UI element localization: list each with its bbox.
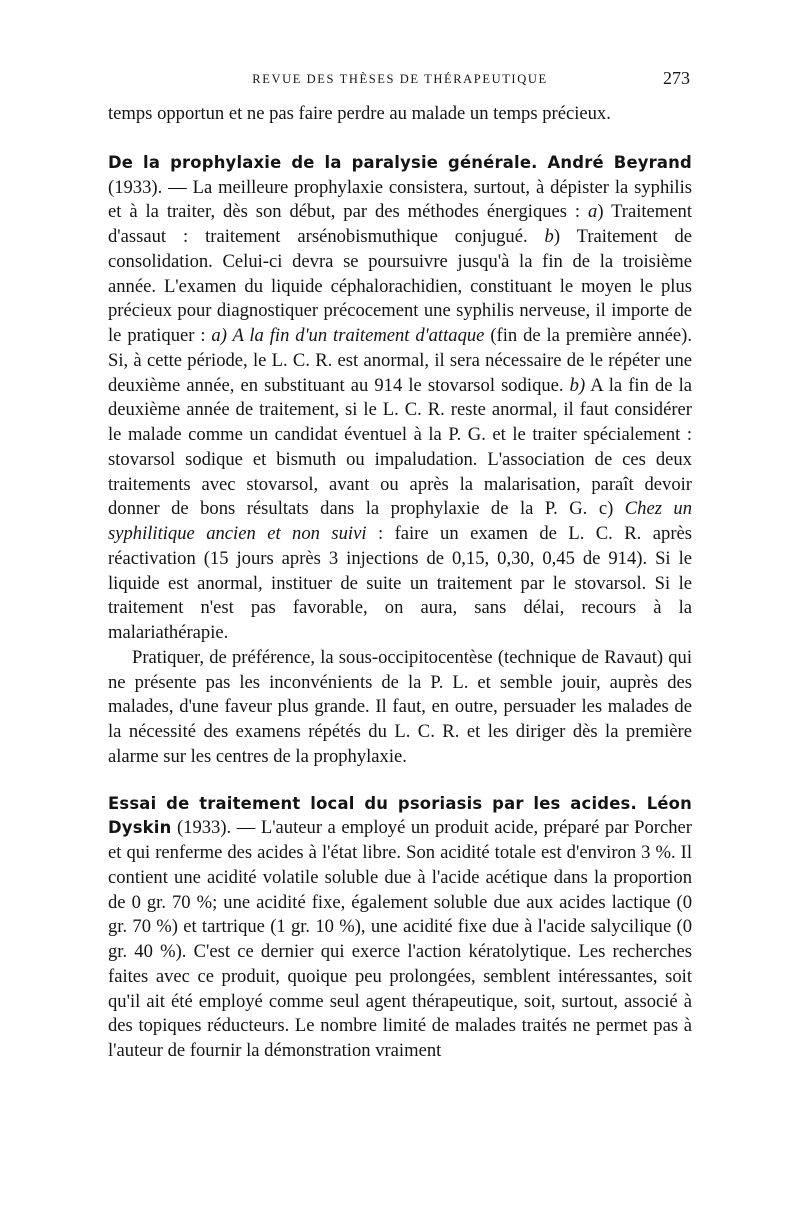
page-number: 273 [663, 68, 690, 88]
body-text: (fin de la première année). Si, à cette période, le L. C. R. est anormal, il sera nécessaire de le répéter une deuxième année, en substituant au 914 le stovarsol sodique. [108, 325, 692, 396]
document-page [108, 68, 692, 1064]
list-label: b [544, 226, 554, 247]
body-text: La meilleure prophylaxie consistera, surtout, à dépister la syphilis et à la traiter, dès son début, par des méthodes énergiques : [108, 176, 692, 223]
italic-phrase: Chez un syphilitique ancien et non suivi [108, 498, 692, 544]
page-header [108, 68, 692, 102]
list-label: a [588, 201, 598, 223]
running-title: REVUE DES THÈSES DE THÉRAPEUTIQUE [252, 72, 548, 86]
body-text: L'auteur a employé un produit acide, préparé par Porcher et qui renferme des acides à l'état libre. Son acidité totale est d'environ 3 %. Il contient une acidité volatile soluble due à l'acide acétique dans la proportion de 0 gr. 70 %; une acidité fixe, également soluble due aux acides lactique (0 gr. 70 %) et tartrique (1 gr. 10 %), une acidité fixe due à l'acide salycilique (0 gr. 40 %). C'est ce dernier qui exerce l'action kératolytique. Les recherches faites avec ce produit, quoique peu prolongées, semblent intéressantes, soit qu'il ait été employé comme seul agent thérapeutique, soit, surtout, associé à des topiques réducteurs. Le nombre limité de malades traités ne permet pas à l'auteur de fournir la démonstration vraiment [108, 817, 692, 1061]
body-text: ) Traitement d'assaut : traitement arsénobismuthique conjugué. [108, 201, 692, 247]
body-text: : faire un examen de L. C. R. après réactivation (15 jours après 3 injections de 0,15, 0,30, 0,45 de 914). Si le liquide est anormal, instituer de suite un traitement par le stovarsol. Si le traitement n'est pas favorable, on aura, sans délai, recours à la malariathérapie. [108, 523, 692, 643]
list-label: c) [598, 498, 614, 520]
section-dyskin-paragraph [108, 792, 692, 1064]
section-heading-dyskin: Essai de traitement local du psoriasis par les acides. Léon Dyskin [108, 793, 692, 838]
italic-phrase: a) A la fin d'un traitement d'attaque [211, 325, 485, 346]
section-beyrand-paragraph-2: Pratiquer, de préférence, la sous-occipitocentèse (technique de Ravaut) qui ne présente pas les inconvénients de la P. L. et semble jouir, auprès des malades, d'une faveur plus grande. Il faut, en outre, persuader les malades de la nécessité des examens répétés du L. C. R. et les diriger dès la première alarme sur les centres de la prophylaxie. [108, 646, 692, 767]
section-heading-beyrand: De la prophylaxie de la paralysie générale. André Beyrand [108, 152, 692, 172]
list-label: b) [569, 374, 586, 396]
section-year: (1933). — [171, 817, 261, 839]
continued-paragraph: temps opportun et ne pas faire perdre au malade un temps précieux. [108, 103, 611, 124]
body-text: A la fin de la deuxième année de traitement, si le L. C. R. reste anormal, il faut considérer le malade comme un candidat éventuel à la P. G. et le traiter spécialement : stovarsol sodique et bismuth ou impaludation. L'association de ces deux traitements avec stovarsol, avant ou après la malarisation, paraît devoir donner de bons résultats dans la prophylaxie de la P. G. [108, 374, 692, 520]
body-text: ) Traitement de consolidation. Celui-ci devra se poursuivre jusqu'à la fin de la troisième année. L'examen du liquide céphalorachidien, constituant le moyen le plus précieux pour diagnostiquer précocement une syphilis nerveuse, il importe de le pratiquer : [108, 226, 692, 346]
section-beyrand-paragraph [108, 151, 692, 646]
section-year: (1933). — [108, 176, 193, 198]
